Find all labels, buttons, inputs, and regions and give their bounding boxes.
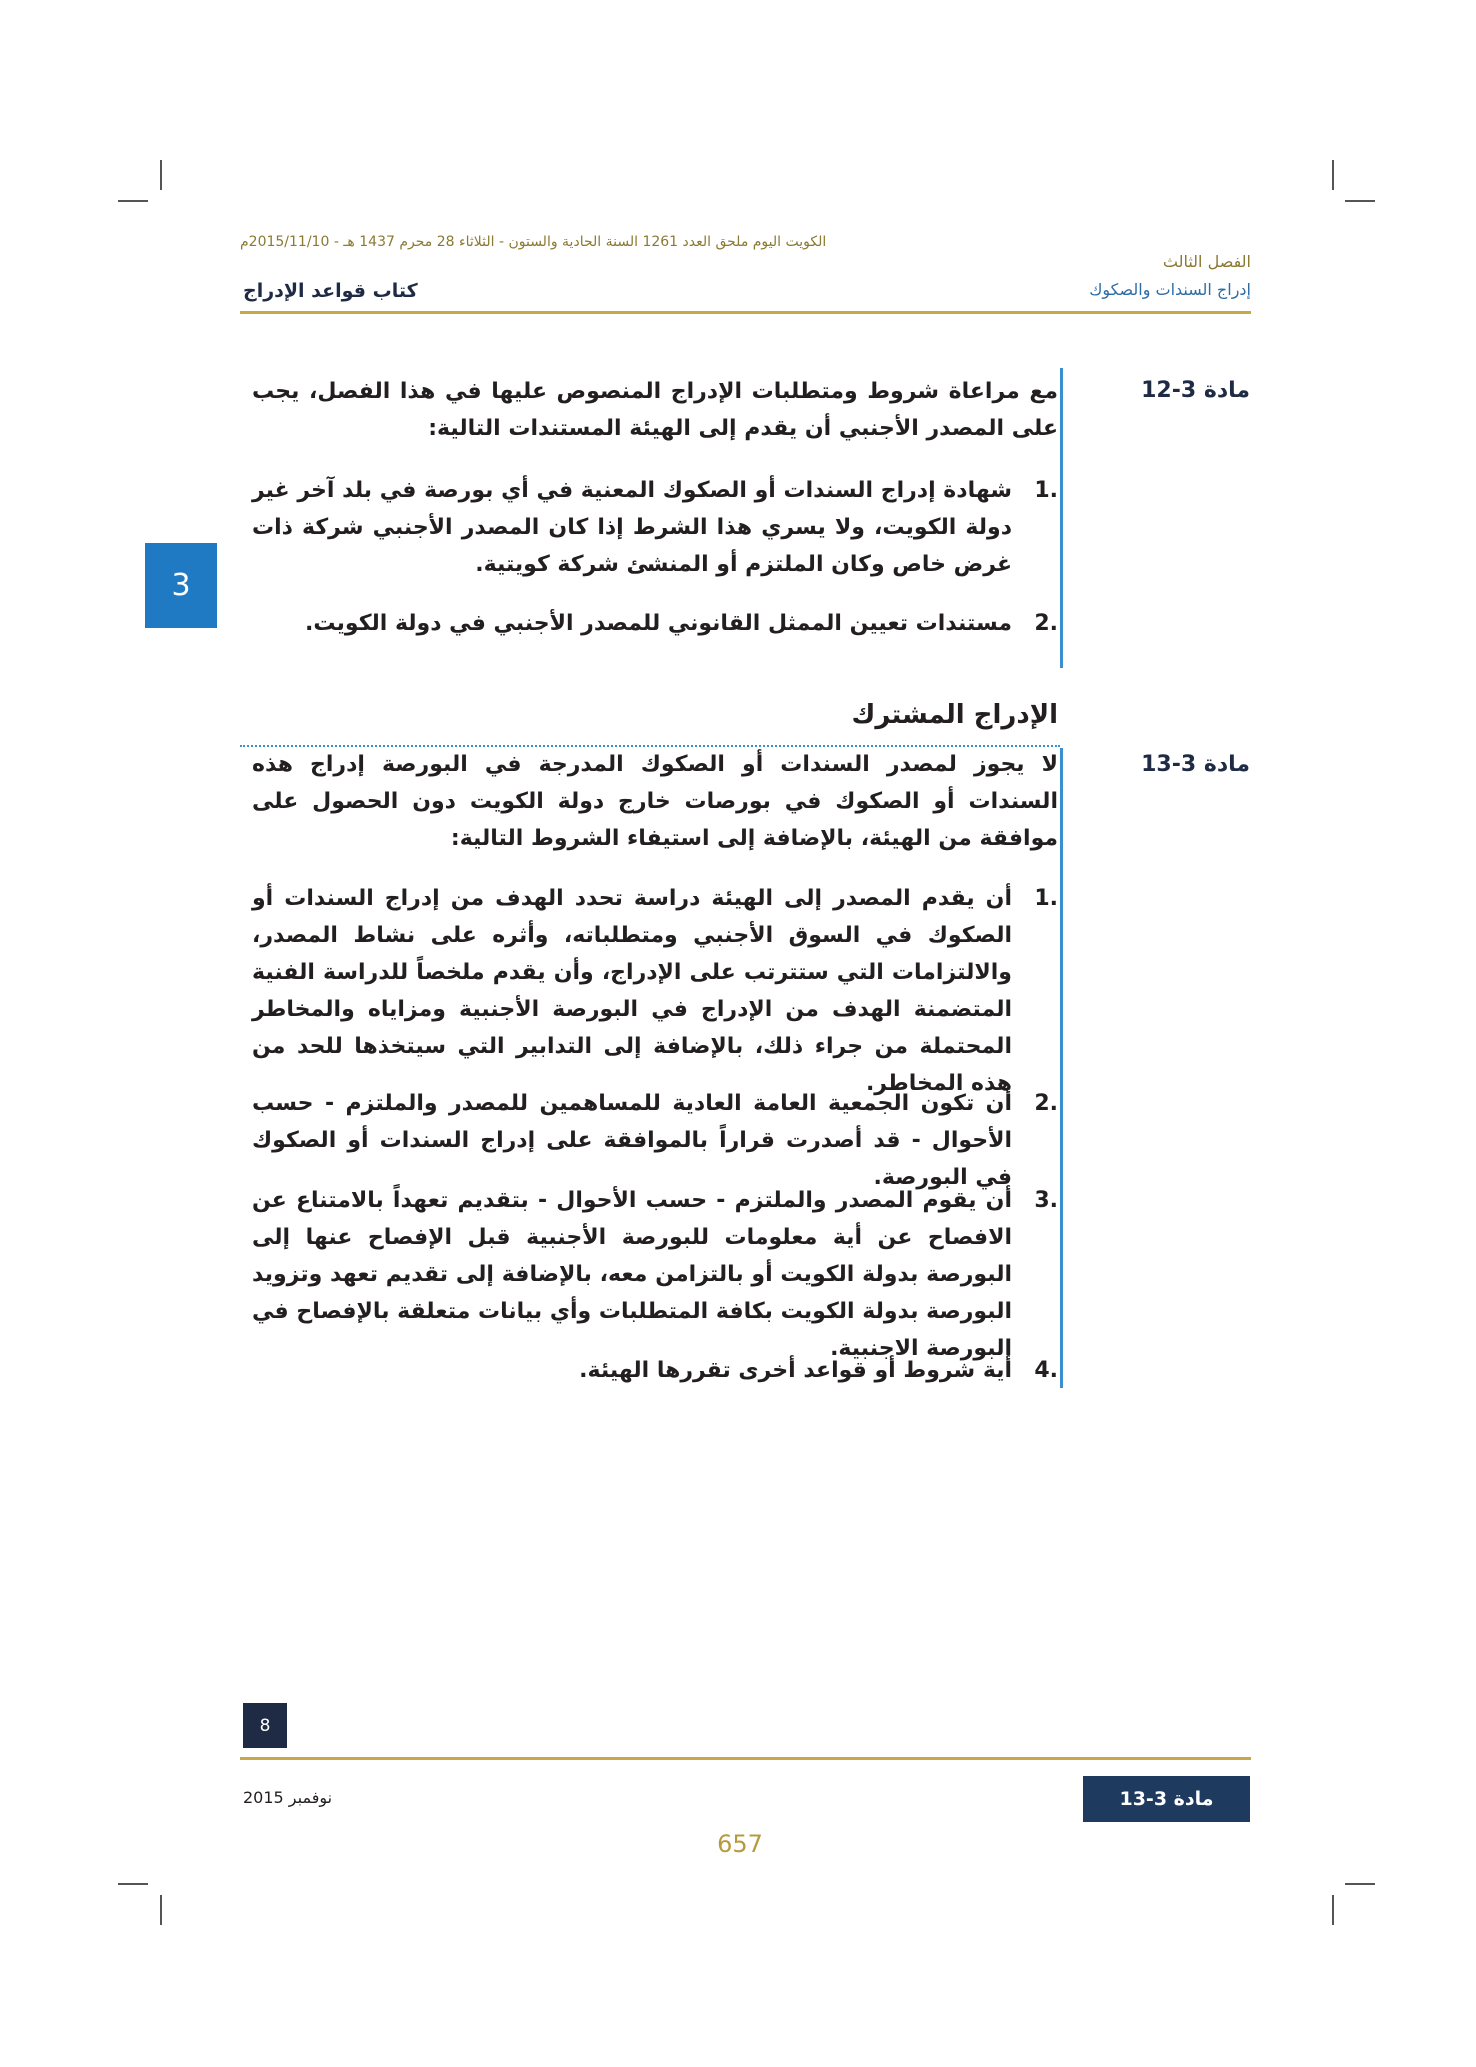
- book-title: كتاب قواعد الإدراج: [243, 280, 418, 302]
- list-item: [252, 1085, 1058, 1196]
- crop-mark: [1345, 200, 1375, 202]
- article-intro: مع مراعاة شروط ومتطلبات الإدراج المنصوص عليها في هذا الفصل، يجب على المصدر الأجنبي أن يقدم إلى الهيئة المستندات التالية:: [252, 379, 1058, 441]
- item-number: .3: [1034, 1188, 1058, 1213]
- article-label: مادة 3-12: [1141, 378, 1250, 403]
- footer-date: نوفمبر 2015: [243, 1788, 333, 1807]
- article-intro: لا يجوز لمصدر السندات أو الصكوك المدرجة في البورصة إدراج هذه السندات أو الصكوك في بورصات خارج دولة الكويت دون الحصول على موافقة من الهيئة، بالإضافة إلى استيفاء الشروط التالية:: [252, 752, 1058, 851]
- item-text: أية شروط أو قواعد أخرى تقررها الهيئة.: [579, 1358, 1012, 1383]
- crop-mark: [160, 160, 162, 190]
- item-number: .1: [1034, 886, 1058, 911]
- chapter-tab: 3: [145, 543, 217, 628]
- item-text: أن يقوم المصدر والملتزم - حسب الأحوال - بتقديم تعهداً بالامتناع عن الافصاح عن أية معلومات للبورصة الأجنبية قبل الإفصاح عنها إلى البورصة بدولة الكويت أو بالتزامن معه، بالإضافة إلى تقديم تعهد وتزويد البورصة بدولة الكويت بكافة المتطلبات وأي بيانات متعلقة بالإفصاح في البورصة الاجنبية.: [252, 1188, 1012, 1361]
- article-label: مادة 3-13: [1141, 752, 1250, 777]
- margin-rule: [1060, 368, 1063, 668]
- item-number: .4: [1034, 1358, 1058, 1383]
- section-heading: الإدراج المشترك: [851, 700, 1058, 730]
- item-number: .2: [1034, 1091, 1058, 1116]
- page-box: 8: [243, 1703, 287, 1748]
- item-text: أن يقدم المصدر إلى الهيئة دراسة تحدد الهدف من إدراج السندات أو الصكوك في السوق الأجنبي ومتطلباته، وأثره على نشاط المصدر، والالتزامات التي ستترتب على الإدراج، وأن يقدم ملخصاً للدراسة الفنية المتضمنة الهدف من الإدراج في البورصة الأجنبية ومزاياه والمخاطر المحتملة من جراء ذلك، بالإضافة إلى التدابير التي سيتخذها للحد من هذه المخاطر.: [252, 886, 1012, 1096]
- footer-rule: [240, 1757, 1251, 1760]
- crop-mark: [1345, 1883, 1375, 1885]
- item-text: شهادة إدراج السندات أو الصكوك المعنية في أي بورصة في بلد آخر غير دولة الكويت، ولا يسري هذا الشرط إذا كان المصدر الأجنبي شركة ذات غرض خاص وكان الملتزم أو المنشئ شركة كويتية.: [252, 478, 1012, 577]
- header-rule: [240, 311, 1251, 314]
- crop-mark: [1332, 160, 1334, 190]
- list-item: [252, 880, 1058, 1102]
- list-item: [252, 605, 1058, 642]
- chapter-subtitle: إدراج السندات والصكوك: [1089, 280, 1251, 299]
- item-number: .1: [1034, 478, 1058, 503]
- item-text: مستندات تعيين الممثل القانوني للمصدر الأجنبي في دولة الكويت.: [305, 611, 1012, 636]
- margin-rule: [1060, 748, 1063, 1388]
- chapter-label: الفصل الثالث: [1162, 252, 1251, 271]
- list-item: [252, 1182, 1058, 1367]
- page-number: 657: [717, 1830, 763, 1858]
- list-item: [252, 1352, 1058, 1389]
- item-number: .2: [1034, 611, 1058, 636]
- crop-mark: [118, 200, 148, 202]
- crop-mark: [160, 1895, 162, 1925]
- list-item: [252, 472, 1058, 583]
- crop-mark: [1332, 1895, 1334, 1925]
- footer-article-label: مادة 3-13: [1083, 1776, 1250, 1822]
- item-text: أن تكون الجمعية العامة العادية للمساهمين للمصدر والملتزم - حسب الأحوال - قد أصدرت قراراً بالموافقة على إدراج السندات أو الصكوك في البورصة.: [252, 1091, 1012, 1190]
- gazette-meta: الكويت اليوم ملحق العدد 1261 السنة الحادية والستون - الثلاثاء 28 محرم 1437 هـ - 2015/11/10م: [240, 234, 827, 250]
- crop-mark: [118, 1883, 148, 1885]
